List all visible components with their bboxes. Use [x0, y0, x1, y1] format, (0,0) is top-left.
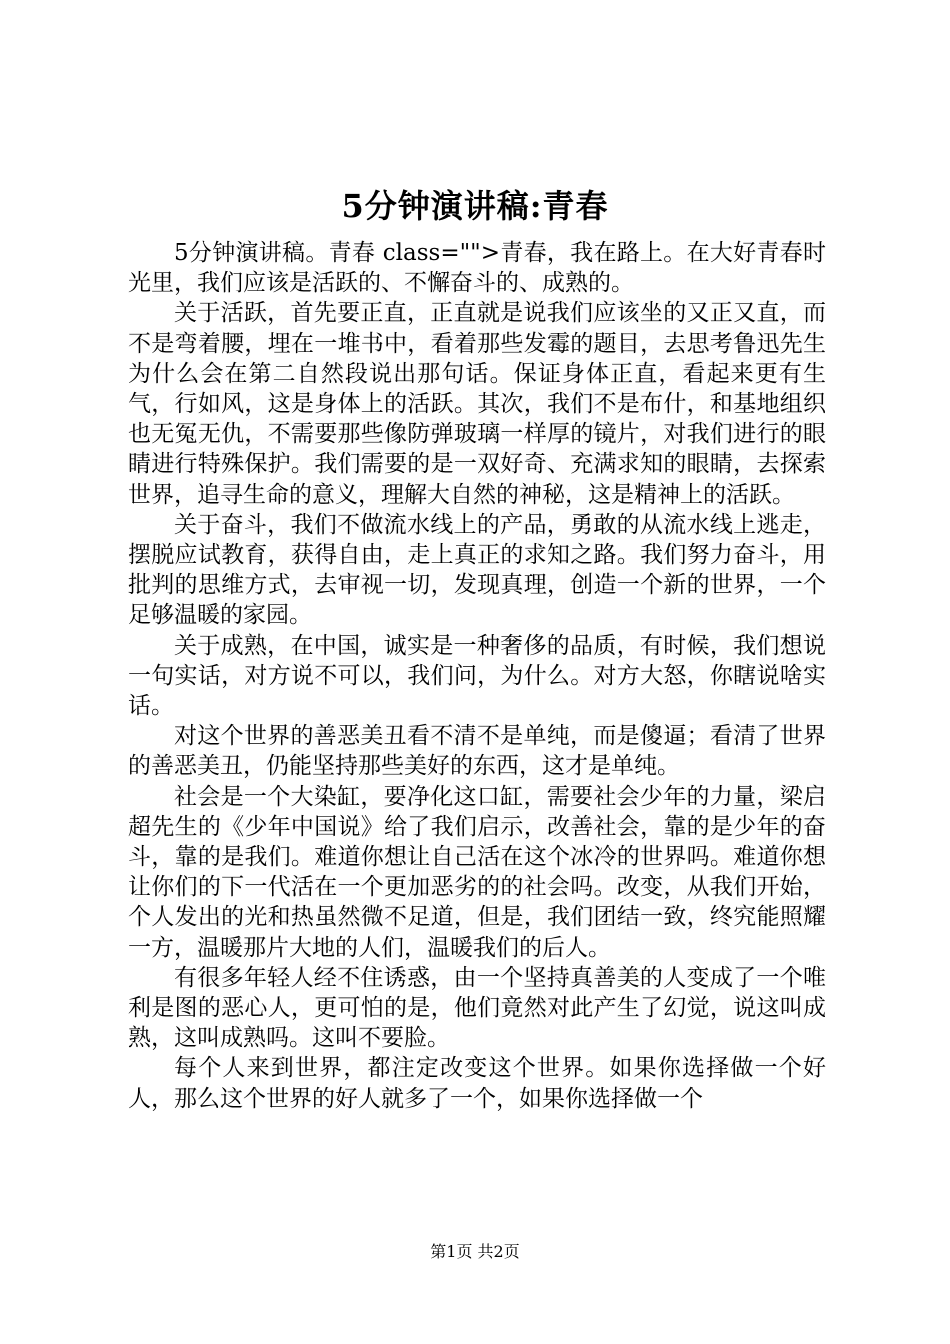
paragraph: 关于奋斗，我们不做流水线上的产品，勇敢的从流水线上逃走，摆脱应试教育，获得自由，走上真正的求知之路。我们努力奋斗，用批判的思维方式，去审视一切，发现真理，创造一个新的世界，一个足够温暖的家园。	[128, 511, 826, 629]
paragraph: 有很多年轻人经不住诱惑，由一个坚持真善美的人变成了一个唯利是图的恶心人，更可怕的是，他们竟然对此产生了幻觉，说这叫成熟，这叫成熟吗。这叫不要脸。	[128, 964, 826, 1052]
paragraph: 对这个世界的善恶美丑看不清不是单纯，而是傻逼；看清了世界的善恶美丑，仍能坚持那些美好的东西，这才是单纯。	[128, 723, 826, 780]
paragraph: 社会是一个大染缸，要净化这口缸，需要社会少年的力量，梁启超先生的《少年中国说》给了我们启示，改善社会，靠的是少年的奋斗，靠的是我们。难道你想让自己活在这个冰冷的世界吗。难道你想让你们的下一代活在一个更加恶劣的的社会吗。改变，从我们开始，个人发出的光和热虽然微不足道，但是，我们团结一致，终究能照耀一方，温暖那片大地的人们，温暖我们的后人。	[128, 783, 826, 961]
paragraph: 关于活跃，首先要正直，正直就是说我们应该坐的又正又直，而不是弯着腰，埋在一堆书中，看着那些发霉的题目，去思考鲁迅先生为什么会在第二自然段说出那句话。保证身体正直，看起来更有生气，行如风，这是身体上的活跃。其次，我们不是布什，和基地组织也无冤无仇，不需要那些像防弹玻璃一样厚的镜片，对我们进行的眼睛进行特殊保护。我们需要的是一双好奇、充满求知的眼睛，去探索世界，追寻生命的意义，理解大自然的神秘，这是精神上的活跃。	[128, 300, 826, 508]
page-footer: 第1页 共2页	[430, 1242, 520, 1261]
paragraph: 关于成熟，在中国，诚实是一种奢侈的品质，有时候，我们想说一句实话，对方说不可以，我们问，为什么。对方大怒，你瞎说啥实话。	[128, 632, 826, 720]
paragraph: 每个人来到世界，都注定改变这个世界。如果你选择做一个好人，那么这个世界的好人就多了一个，如果你选择做一个	[128, 1055, 826, 1112]
paragraph: 5分钟演讲稿。青春 class="">青春，我在路上。在大好青春时光里，我们应该是活跃的、不懈奋斗的、成熟的。	[128, 240, 826, 297]
document-title: 5分钟演讲稿:青春	[341, 187, 609, 225]
document-body	[128, 238, 826, 1114]
